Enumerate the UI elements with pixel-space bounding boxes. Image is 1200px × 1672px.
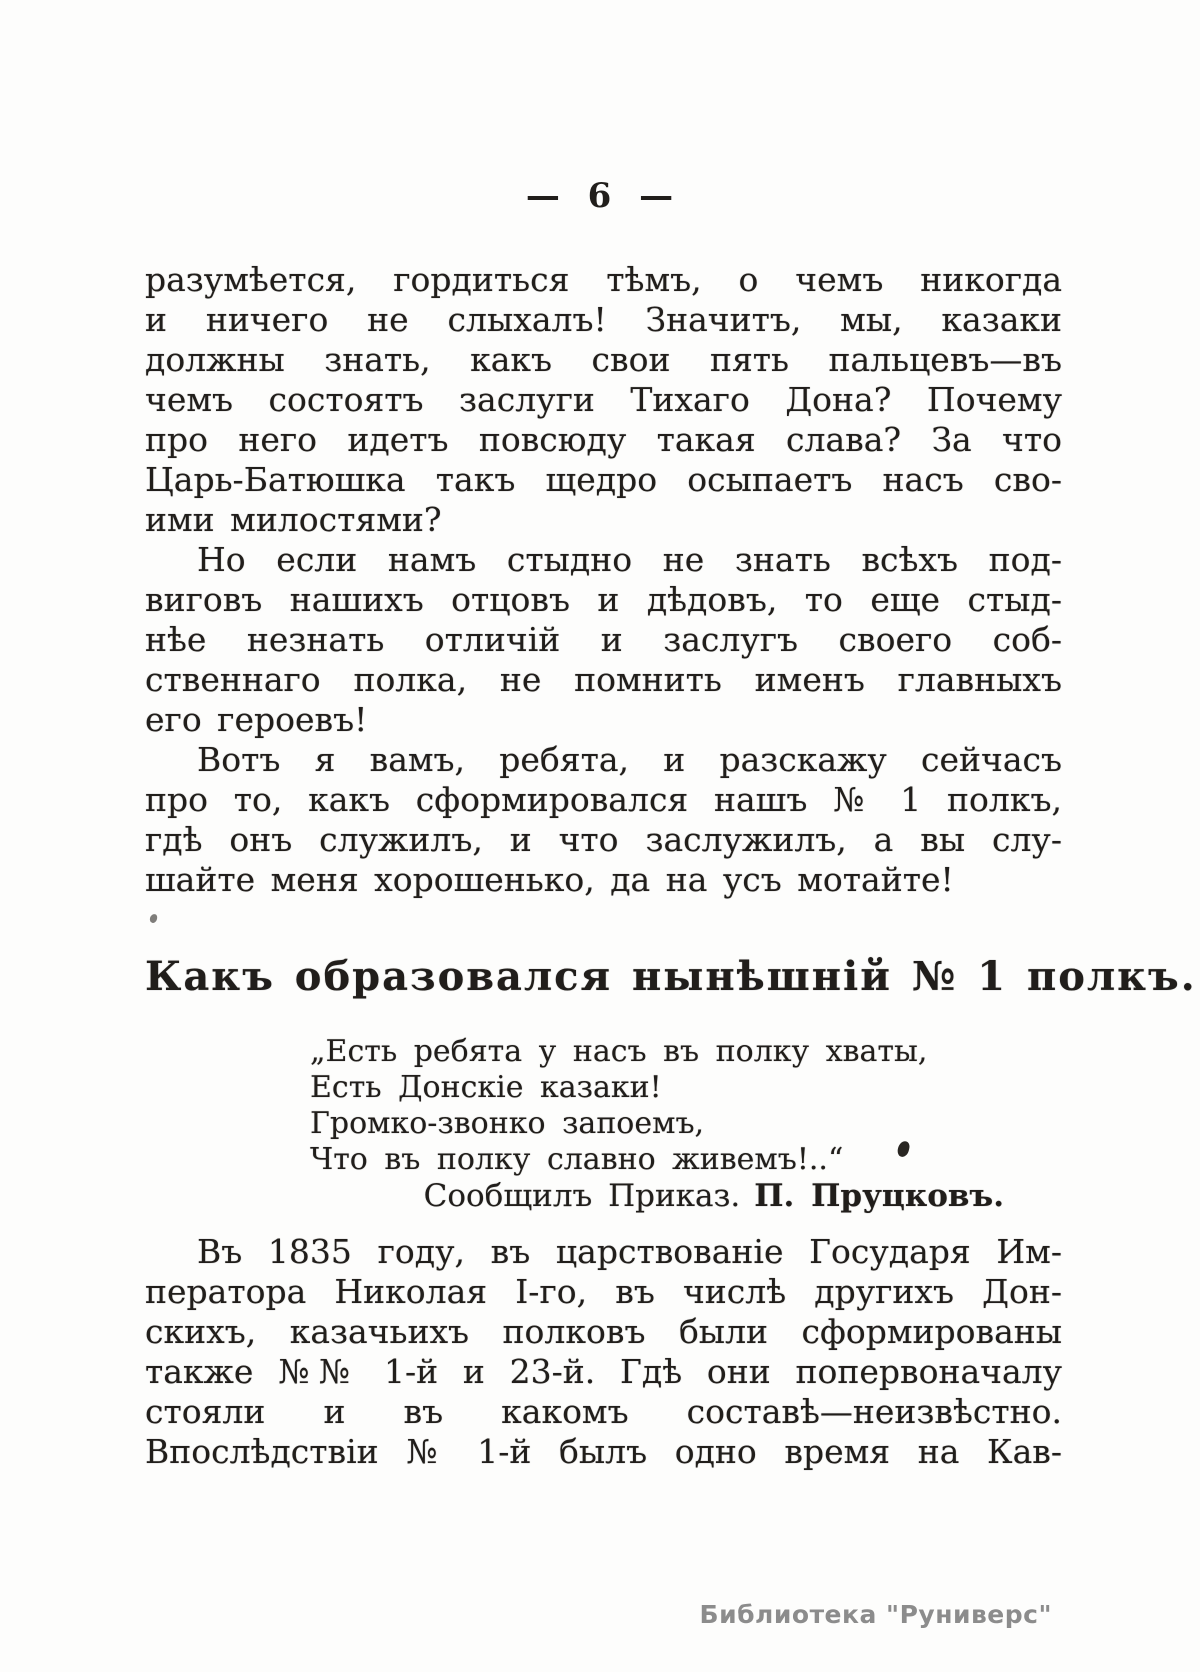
text-line: стояли и въ какомъ составѣ—неизвѣстно.	[145, 1392, 1062, 1431]
verse-attribution	[145, 1176, 1062, 1216]
text-line: и ничего не слыхалъ! Значитъ, мы, казаки	[145, 300, 1062, 339]
attribution-name: П. Пруцковъ.	[754, 1178, 1004, 1214]
library-watermark: Библиотека "Руниверс"	[699, 1600, 1052, 1629]
section-heading: Какъ образовался нынѣшній № 1 полкъ.	[145, 953, 1197, 1000]
text-line: шайте меня хорошенько, да на усъ мотайте!	[145, 860, 954, 899]
text-line: ственнаго полка, не помнить именъ главныхъ	[145, 660, 1062, 699]
verse-quote	[310, 1034, 1062, 1178]
paragraph	[145, 1232, 1062, 1472]
text-line: Царь-Батюшка такъ щедро осыпаетъ насъ сво-	[145, 460, 1062, 499]
text-line: про него идетъ повсюду такая слава? За что	[145, 420, 1062, 459]
verse-line: Громко-звонко запоемъ,	[310, 1106, 705, 1141]
paragraph	[145, 540, 1062, 740]
verse-line: Есть Донскіе казаки!	[310, 1070, 662, 1105]
text-line: Вотъ я вамъ, ребята, и разскажу сейчасъ	[197, 740, 1062, 779]
text-column	[145, 260, 1197, 1472]
text-line: Впослѣдствіи № 1-й былъ одно время на Кав-	[145, 1432, 1062, 1471]
text-line: его героевъ!	[145, 700, 368, 739]
text-line: виговъ нашихъ отцовъ и дѣдовъ, то еще стыд-	[145, 580, 1062, 619]
paragraph	[145, 260, 1062, 540]
paragraph	[145, 740, 1062, 900]
text-line: нѣе незнать отличій и заслугъ своего соб-	[145, 620, 1062, 659]
text-line: Но если намъ стыдно не знать всѣхъ под-	[197, 540, 1062, 579]
text-line: должны знать, какъ свои пять пальцевъ—въ	[145, 340, 1062, 379]
text-line: также №№ 1-й и 23-й. Гдѣ они попервоначалу	[145, 1352, 1062, 1391]
text-line: ими милостями?	[145, 500, 442, 539]
text-line: скихъ, казачьихъ полковъ были сформированы	[145, 1312, 1062, 1351]
page-number: — 6 —	[525, 176, 675, 216]
text-line: гдѣ онъ служилъ, и что заслужилъ, а вы слу-	[145, 820, 1062, 859]
text-line: разумѣется, гордиться тѣмъ, о чемъ никогда	[145, 260, 1062, 299]
verse-line: „Есть ребята у насъ въ полку хваты,	[310, 1034, 928, 1069]
text-line: ператора Николая I-го, въ числѣ другихъ Дон-	[145, 1272, 1062, 1311]
text-line: Въ 1835 году, въ царствованіе Государя Им-	[197, 1232, 1062, 1271]
text-line: чемъ состоятъ заслуги Тихаго Дона? Почему	[145, 380, 1062, 419]
text-line: про то, какъ сформировался нашъ № 1 полкъ,	[145, 780, 1062, 819]
verse-line: Что въ полку славно живемъ!..“	[310, 1142, 844, 1177]
attribution-text: Сообщилъ Приказ.	[423, 1178, 741, 1214]
